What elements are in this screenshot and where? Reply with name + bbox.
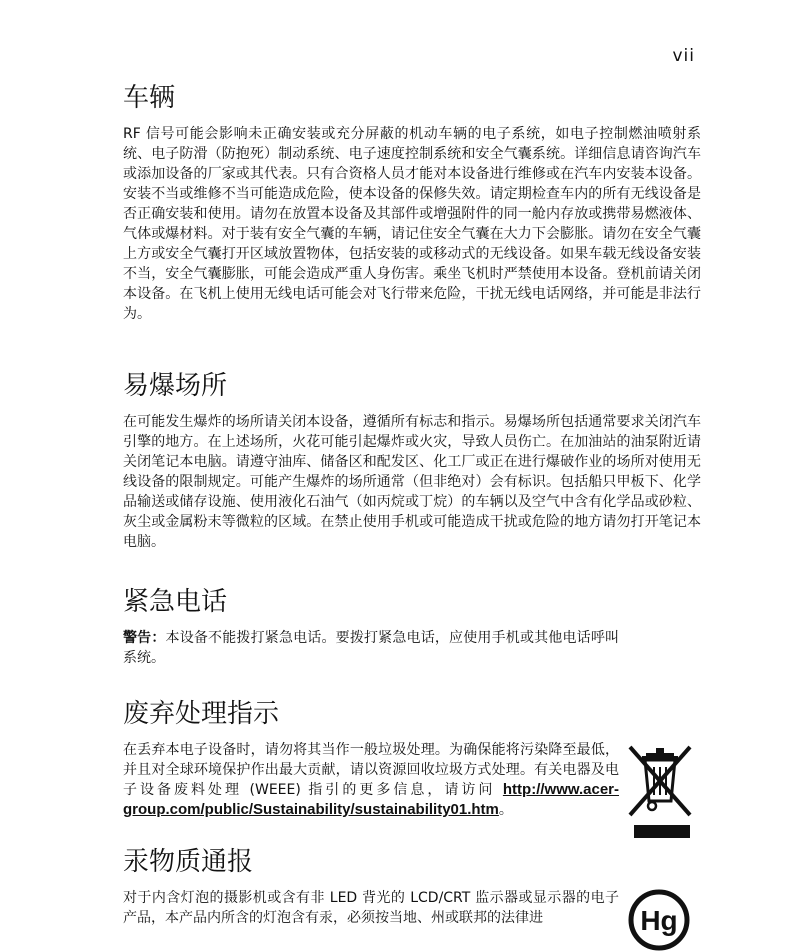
section-body-vehicles: RF 信号可能会影响未正确安装或充分屏蔽的机动车辆的电子系统，如电子控制燃油喷射系统、电子防滑（防抱死）制动系统、电子速度控制系统和安全气囊系统。详细信息请咨询汽车或添加设备的厂家或其代表。只有合资格人员才能对本设备进行维修或在汽车内安装本设备。安装不当或维修不当可能造成危险，使本设备的保修失效。请定期检查车内的所有无线设备是否正确安装和使用。请勿在放置本设备及其部件或增强附件的同一舱内存放或携带易燃液体、气体或爆材料。对于装有安全气囊的车辆，请记住安全气囊在大力下会膨胀。请勿在安全气囊上方或安全气囊打开区域放置物体，包括安装的或移动式的无线设备。如果车载无线设备安装不当，安全气囊膨胀，可能会造成严重人身伤害。乘坐飞机时严禁使用本设备。登机前请关闭本设备。在飞机上使用无线电话可能会对飞行带来危险，干扰无线电话网络，并可能是非法行为。 <box>123 126 701 322</box>
section-body-explosive: 在可能发生爆炸的场所请关闭本设备，遵循所有标志和指示。易爆场所包括通常要求关闭汽车引擎的地方。在上述场所，火花可能引起爆炸或火灾，导致人员伤亡。在加油站的油泵附近请关闭笔记本电脑。请遵守油库、储备区和配发区、化工厂或正在进行爆破作业的场所对使用无线设备的限制规定。可能产生爆炸的场所通常（但非绝对）会有标识。包括船只甲板下、化学品输送或储存设施、使用液化石油气（如丙烷或丁烷）的车辆以及空气中含有化学品或砂粒、灰尘或金属粉末等微粒的区域。在禁止使用手机或可能造成干扰或危险的地方请勿打开笔记本电脑。 <box>123 414 701 550</box>
disposal-text: 在丢弃本电子设备时，请勿将其当作一般垃圾处理。为确保能将污染降至最低，并且对全球环境保护作出最大贡献，请以资源回收垃圾方式处理。有关电器及电子设备废料处理 (WEEE) 指引的更多信息，请访问 <box>123 742 619 798</box>
section-title-emergency: 紧急电话 <box>123 587 228 617</box>
disposal-trailing: 。 <box>498 802 513 818</box>
crossed-out-wheelie-bin-icon <box>626 743 694 839</box>
section-title-vehicles: 车辆 <box>123 83 176 113</box>
section-explosive <box>123 370 701 552</box>
section-body-mercury: 对于内含灯泡的摄影机或含有非 LED 背光的 LCD/CRT 监示器或显示器的电子产品，本产品内所含的灯泡含有汞，必须按当地、州或联邦的法律进 <box>123 890 619 926</box>
section-title-disposal: 废弃处理指示 <box>123 699 280 729</box>
section-mercury <box>123 846 701 928</box>
warning-text: 本设备不能拨打紧急电话。要拨打紧急电话，应使用手机或其他电话呼叫系统。 <box>123 630 619 666</box>
sustainability-link[interactable]: http://www.acer-group.com/public/Sustainability/sustainability01.htm <box>123 781 620 818</box>
section-title-explosive: 易爆场所 <box>123 371 228 401</box>
section-body-disposal <box>123 740 619 820</box>
hg-mercury-lamp-icon <box>627 888 691 936</box>
section-title-mercury: 汞物质通报 <box>123 847 254 877</box>
section-body-emergency <box>123 628 619 668</box>
section-disposal <box>123 698 701 820</box>
section-emergency <box>123 586 701 668</box>
page-number: vii <box>672 46 695 66</box>
section-vehicles <box>123 82 701 324</box>
svg-text:Hg: Hg <box>640 905 678 936</box>
warning-label: 警告： <box>123 630 166 646</box>
